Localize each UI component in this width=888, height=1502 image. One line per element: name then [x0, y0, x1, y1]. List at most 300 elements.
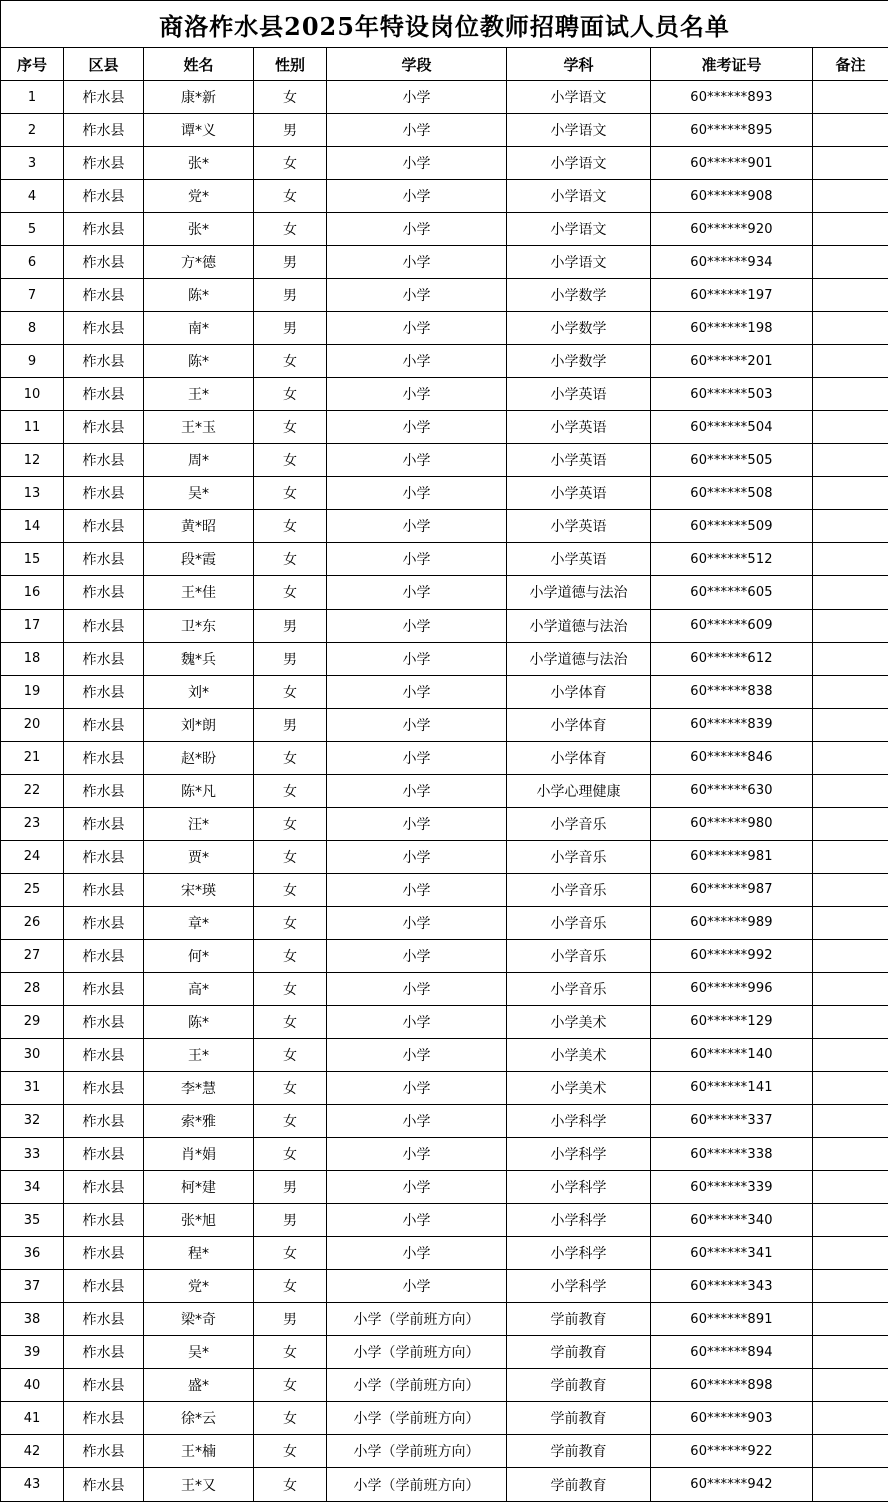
table-row: [1, 576, 888, 609]
name-cell: 柯*建: [144, 1171, 254, 1204]
gender-cell: 男: [254, 1171, 327, 1204]
remarks-cell: [813, 939, 888, 972]
gender-cell: 女: [254, 180, 327, 213]
subject-cell: 小学美术: [507, 1071, 651, 1104]
table-row: [1, 1336, 888, 1369]
remarks-cell: [813, 1468, 888, 1502]
subject-cell: 小学美术: [507, 1038, 651, 1071]
gender-cell: 女: [254, 840, 327, 873]
gender-cell: 女: [254, 1369, 327, 1402]
name-cell: 谭*义: [144, 114, 254, 147]
stage-cell: 小学: [327, 246, 507, 279]
county-cell: 柞水县: [64, 345, 144, 378]
remarks-cell: [813, 378, 888, 411]
county-cell: 柞水县: [64, 609, 144, 642]
stage-cell: 小学: [327, 510, 507, 543]
remarks-cell: [813, 81, 888, 114]
subject-cell: 小学英语: [507, 477, 651, 510]
table-row: [1, 147, 888, 180]
remarks-cell: [813, 312, 888, 345]
gender-cell: 男: [254, 312, 327, 345]
subject-cell: 小学英语: [507, 444, 651, 477]
exam-id-cell: 60******605: [651, 576, 813, 609]
county-cell: 柞水县: [64, 510, 144, 543]
table-row: [1, 1204, 888, 1237]
gender-cell: 女: [254, 1237, 327, 1270]
header-gender: 性别: [254, 48, 327, 81]
stage-cell: 小学（学前班方向）: [327, 1435, 507, 1468]
subject-cell: 小学语文: [507, 114, 651, 147]
seq-cell: 9: [1, 345, 64, 378]
gender-cell: 女: [254, 1038, 327, 1071]
county-cell: 柞水县: [64, 708, 144, 741]
remarks-cell: [813, 1435, 888, 1468]
exam-id-cell: 60******630: [651, 774, 813, 807]
subject-cell: 学前教育: [507, 1402, 651, 1435]
name-cell: 方*德: [144, 246, 254, 279]
exam-id-cell: 60******343: [651, 1270, 813, 1303]
county-cell: 柞水县: [64, 1336, 144, 1369]
name-cell: 王*玉: [144, 411, 254, 444]
exam-id-cell: 60******508: [651, 477, 813, 510]
subject-cell: 小学体育: [507, 675, 651, 708]
name-cell: 黄*昭: [144, 510, 254, 543]
stage-cell: 小学: [327, 1038, 507, 1071]
name-cell: 刘*: [144, 675, 254, 708]
seq-cell: 24: [1, 840, 64, 873]
exam-id-cell: 60******339: [651, 1171, 813, 1204]
name-cell: 张*旭: [144, 1204, 254, 1237]
seq-cell: 27: [1, 939, 64, 972]
header-subject: 学科: [507, 48, 651, 81]
name-cell: 刘*朗: [144, 708, 254, 741]
stage-cell: 小学（学前班方向）: [327, 1369, 507, 1402]
subject-cell: 小学道德与法治: [507, 642, 651, 675]
subject-cell: 小学体育: [507, 741, 651, 774]
remarks-cell: [813, 510, 888, 543]
name-cell: 南*: [144, 312, 254, 345]
table-row: [1, 1369, 888, 1402]
gender-cell: 女: [254, 1071, 327, 1104]
stage-cell: 小学: [327, 378, 507, 411]
stage-cell: 小学: [327, 411, 507, 444]
table-row: [1, 246, 888, 279]
table-row: [1, 1468, 888, 1502]
remarks-cell: [813, 147, 888, 180]
subject-cell: 学前教育: [507, 1435, 651, 1468]
exam-id-cell: 60******201: [651, 345, 813, 378]
remarks-cell: [813, 444, 888, 477]
subject-cell: 学前教育: [507, 1468, 651, 1502]
stage-cell: 小学: [327, 213, 507, 246]
stage-cell: 小学: [327, 147, 507, 180]
stage-cell: 小学: [327, 675, 507, 708]
stage-cell: 小学: [327, 906, 507, 939]
seq-cell: 2: [1, 114, 64, 147]
county-cell: 柞水县: [64, 576, 144, 609]
gender-cell: 女: [254, 543, 327, 576]
stage-cell: 小学: [327, 1071, 507, 1104]
exam-id-cell: 60******504: [651, 411, 813, 444]
exam-id-cell: 60******980: [651, 807, 813, 840]
remarks-cell: [813, 114, 888, 147]
county-cell: 柞水县: [64, 543, 144, 576]
seq-cell: 13: [1, 477, 64, 510]
county-cell: 柞水县: [64, 246, 144, 279]
gender-cell: 女: [254, 741, 327, 774]
name-cell: 赵*盼: [144, 741, 254, 774]
stage-cell: 小学（学前班方向）: [327, 1468, 507, 1502]
exam-id-cell: 60******901: [651, 147, 813, 180]
gender-cell: 女: [254, 1435, 327, 1468]
stage-cell: 小学: [327, 1005, 507, 1038]
table-row: [1, 1005, 888, 1038]
name-cell: 康*新: [144, 81, 254, 114]
seq-cell: 23: [1, 807, 64, 840]
gender-cell: 女: [254, 1468, 327, 1502]
name-cell: 汪*: [144, 807, 254, 840]
stage-cell: 小学（学前班方向）: [327, 1336, 507, 1369]
gender-cell: 男: [254, 708, 327, 741]
remarks-cell: [813, 906, 888, 939]
name-cell: 高*: [144, 972, 254, 1005]
county-cell: 柞水县: [64, 378, 144, 411]
subject-cell: 小学音乐: [507, 873, 651, 906]
header-remarks: 备注: [813, 48, 888, 81]
table-row: [1, 114, 888, 147]
table-row: [1, 873, 888, 906]
county-cell: 柞水县: [64, 741, 144, 774]
remarks-cell: [813, 213, 888, 246]
exam-id-cell: 60******141: [651, 1071, 813, 1104]
subject-cell: 小学音乐: [507, 939, 651, 972]
table-row: [1, 1435, 888, 1468]
subject-cell: 小学美术: [507, 1005, 651, 1038]
table-row: [1, 312, 888, 345]
exam-id-cell: 60******337: [651, 1104, 813, 1137]
remarks-cell: [813, 1237, 888, 1270]
remarks-cell: [813, 1336, 888, 1369]
subject-cell: 小学数学: [507, 279, 651, 312]
stage-cell: 小学: [327, 1171, 507, 1204]
name-cell: 王*楠: [144, 1435, 254, 1468]
stage-cell: 小学: [327, 180, 507, 213]
seq-cell: 18: [1, 642, 64, 675]
gender-cell: 女: [254, 1336, 327, 1369]
subject-cell: 小学语文: [507, 213, 651, 246]
exam-id-cell: 60******140: [651, 1038, 813, 1071]
gender-cell: 女: [254, 906, 327, 939]
exam-id-cell: 60******839: [651, 708, 813, 741]
county-cell: 柞水县: [64, 1204, 144, 1237]
remarks-cell: [813, 1104, 888, 1137]
remarks-cell: [813, 1138, 888, 1171]
seq-cell: 35: [1, 1204, 64, 1237]
exam-id-cell: 60******509: [651, 510, 813, 543]
table-row: [1, 1237, 888, 1270]
exam-id-cell: 60******922: [651, 1435, 813, 1468]
county-cell: 柞水县: [64, 642, 144, 675]
table-row: [1, 81, 888, 114]
subject-cell: 小学道德与法治: [507, 576, 651, 609]
table-row: [1, 1303, 888, 1336]
gender-cell: 男: [254, 1303, 327, 1336]
name-cell: 陈*凡: [144, 774, 254, 807]
gender-cell: 女: [254, 873, 327, 906]
county-cell: 柞水县: [64, 213, 144, 246]
county-cell: 柞水县: [64, 279, 144, 312]
remarks-cell: [813, 543, 888, 576]
subject-cell: 小学语文: [507, 246, 651, 279]
gender-cell: 女: [254, 807, 327, 840]
subject-cell: 小学语文: [507, 180, 651, 213]
county-cell: 柞水县: [64, 1071, 144, 1104]
gender-cell: 女: [254, 411, 327, 444]
exam-id-cell: 60******942: [651, 1468, 813, 1502]
name-cell: 党*: [144, 1270, 254, 1303]
exam-id-cell: 60******512: [651, 543, 813, 576]
stage-cell: 小学: [327, 114, 507, 147]
stage-cell: 小学: [327, 543, 507, 576]
subject-cell: 小学英语: [507, 510, 651, 543]
subject-cell: 小学英语: [507, 543, 651, 576]
name-cell: 盛*: [144, 1369, 254, 1402]
name-cell: 何*: [144, 939, 254, 972]
remarks-cell: [813, 873, 888, 906]
name-cell: 李*慧: [144, 1071, 254, 1104]
name-cell: 肖*娟: [144, 1138, 254, 1171]
seq-cell: 11: [1, 411, 64, 444]
county-cell: 柞水县: [64, 939, 144, 972]
subject-cell: 小学数学: [507, 345, 651, 378]
county-cell: 柞水县: [64, 114, 144, 147]
stage-cell: 小学: [327, 1270, 507, 1303]
county-cell: 柞水县: [64, 1237, 144, 1270]
name-cell: 张*: [144, 213, 254, 246]
stage-cell: 小学（学前班方向）: [327, 1402, 507, 1435]
stage-cell: 小学: [327, 807, 507, 840]
exam-id-cell: 60******920: [651, 213, 813, 246]
subject-cell: 小学道德与法治: [507, 609, 651, 642]
exam-id-cell: 60******992: [651, 939, 813, 972]
stage-cell: 小学: [327, 576, 507, 609]
remarks-cell: [813, 642, 888, 675]
name-cell: 魏*兵: [144, 642, 254, 675]
county-cell: 柞水县: [64, 840, 144, 873]
name-cell: 王*又: [144, 1468, 254, 1502]
name-cell: 章*: [144, 906, 254, 939]
table-row: [1, 774, 888, 807]
stage-cell: 小学: [327, 741, 507, 774]
seq-cell: 37: [1, 1270, 64, 1303]
name-cell: 贾*: [144, 840, 254, 873]
exam-id-cell: 60******338: [651, 1138, 813, 1171]
table-row: [1, 807, 888, 840]
table-row: [1, 1171, 888, 1204]
stage-cell: 小学: [327, 279, 507, 312]
gender-cell: 女: [254, 510, 327, 543]
gender-cell: 女: [254, 576, 327, 609]
remarks-cell: [813, 1402, 888, 1435]
remarks-cell: [813, 1005, 888, 1038]
county-cell: 柞水县: [64, 1171, 144, 1204]
county-cell: 柞水县: [64, 1468, 144, 1502]
exam-id-cell: 60******197: [651, 279, 813, 312]
name-cell: 周*: [144, 444, 254, 477]
subject-cell: 小学音乐: [507, 807, 651, 840]
table-row: [1, 675, 888, 708]
exam-id-cell: 60******898: [651, 1369, 813, 1402]
name-cell: 陈*: [144, 1005, 254, 1038]
exam-id-cell: 60******996: [651, 972, 813, 1005]
seq-cell: 32: [1, 1104, 64, 1137]
gender-cell: 女: [254, 939, 327, 972]
subject-cell: 小学英语: [507, 411, 651, 444]
gender-cell: 女: [254, 1402, 327, 1435]
stage-cell: 小学: [327, 873, 507, 906]
stage-cell: 小学: [327, 609, 507, 642]
seq-cell: 14: [1, 510, 64, 543]
table-row: [1, 444, 888, 477]
seq-cell: 17: [1, 609, 64, 642]
county-cell: 柞水县: [64, 180, 144, 213]
remarks-cell: [813, 708, 888, 741]
gender-cell: 女: [254, 213, 327, 246]
gender-cell: 女: [254, 774, 327, 807]
exam-id-cell: 60******340: [651, 1204, 813, 1237]
county-cell: 柞水县: [64, 1303, 144, 1336]
subject-cell: 小学语文: [507, 147, 651, 180]
table-row: [1, 840, 888, 873]
remarks-cell: [813, 1038, 888, 1071]
county-cell: 柞水县: [64, 1402, 144, 1435]
subject-cell: 学前教育: [507, 1369, 651, 1402]
exam-id-cell: 60******908: [651, 180, 813, 213]
gender-cell: 女: [254, 1270, 327, 1303]
gender-cell: 男: [254, 246, 327, 279]
table-row: [1, 642, 888, 675]
title-row: [1, 1, 888, 48]
stage-cell: 小学: [327, 972, 507, 1005]
exam-id-cell: 60******129: [651, 1005, 813, 1038]
table-row: [1, 1138, 888, 1171]
header-county: 区县: [64, 48, 144, 81]
seq-cell: 26: [1, 906, 64, 939]
subject-cell: 小学科学: [507, 1237, 651, 1270]
county-cell: 柞水县: [64, 1435, 144, 1468]
exam-id-cell: 60******895: [651, 114, 813, 147]
stage-cell: 小学: [327, 1138, 507, 1171]
exam-id-cell: 60******891: [651, 1303, 813, 1336]
county-cell: 柞水县: [64, 312, 144, 345]
county-cell: 柞水县: [64, 444, 144, 477]
table-row: [1, 477, 888, 510]
table-row: [1, 1104, 888, 1137]
seq-cell: 38: [1, 1303, 64, 1336]
seq-cell: 43: [1, 1468, 64, 1502]
gender-cell: 女: [254, 1005, 327, 1038]
subject-cell: 小学科学: [507, 1270, 651, 1303]
table-row: [1, 1038, 888, 1071]
remarks-cell: [813, 1071, 888, 1104]
name-cell: 陈*: [144, 279, 254, 312]
remarks-cell: [813, 279, 888, 312]
stage-cell: 小学: [327, 939, 507, 972]
stage-cell: 小学: [327, 444, 507, 477]
seq-cell: 39: [1, 1336, 64, 1369]
name-cell: 张*: [144, 147, 254, 180]
seq-cell: 34: [1, 1171, 64, 1204]
county-cell: 柞水县: [64, 972, 144, 1005]
remarks-cell: [813, 840, 888, 873]
name-cell: 王*: [144, 378, 254, 411]
table-body: [1, 81, 888, 1502]
name-cell: 吴*: [144, 1336, 254, 1369]
stage-cell: 小学: [327, 1237, 507, 1270]
seq-cell: 3: [1, 147, 64, 180]
header-row: [1, 48, 888, 81]
county-cell: 柞水县: [64, 906, 144, 939]
seq-cell: 6: [1, 246, 64, 279]
exam-id-cell: 60******838: [651, 675, 813, 708]
county-cell: 柞水县: [64, 1104, 144, 1137]
county-cell: 柞水县: [64, 1369, 144, 1402]
remarks-cell: [813, 411, 888, 444]
gender-cell: 男: [254, 1204, 327, 1237]
name-cell: 党*: [144, 180, 254, 213]
stage-cell: 小学: [327, 345, 507, 378]
remarks-cell: [813, 609, 888, 642]
name-cell: 陈*: [144, 345, 254, 378]
table-row: [1, 411, 888, 444]
stage-cell: 小学: [327, 1204, 507, 1237]
exam-id-cell: 60******505: [651, 444, 813, 477]
stage-cell: 小学: [327, 81, 507, 114]
seq-cell: 30: [1, 1038, 64, 1071]
gender-cell: 女: [254, 972, 327, 1005]
table-row: [1, 906, 888, 939]
gender-cell: 女: [254, 147, 327, 180]
table-row: [1, 972, 888, 1005]
seq-cell: 5: [1, 213, 64, 246]
exam-id-cell: 60******894: [651, 1336, 813, 1369]
stage-cell: 小学: [327, 708, 507, 741]
name-cell: 卫*东: [144, 609, 254, 642]
exam-id-cell: 60******846: [651, 741, 813, 774]
county-cell: 柞水县: [64, 147, 144, 180]
gender-cell: 女: [254, 378, 327, 411]
stage-cell: 小学: [327, 774, 507, 807]
header-stage: 学段: [327, 48, 507, 81]
subject-cell: 小学体育: [507, 708, 651, 741]
subject-cell: 小学科学: [507, 1138, 651, 1171]
seq-cell: 36: [1, 1237, 64, 1270]
gender-cell: 女: [254, 81, 327, 114]
seq-cell: 22: [1, 774, 64, 807]
subject-cell: 小学科学: [507, 1204, 651, 1237]
subject-cell: 小学音乐: [507, 840, 651, 873]
subject-cell: 小学音乐: [507, 972, 651, 1005]
subject-cell: 学前教育: [507, 1303, 651, 1336]
seq-cell: 20: [1, 708, 64, 741]
table-row: [1, 1402, 888, 1435]
name-cell: 王*佳: [144, 576, 254, 609]
remarks-cell: [813, 576, 888, 609]
seq-cell: 16: [1, 576, 64, 609]
subject-cell: 小学音乐: [507, 906, 651, 939]
stage-cell: 小学: [327, 477, 507, 510]
exam-id-cell: 60******609: [651, 609, 813, 642]
